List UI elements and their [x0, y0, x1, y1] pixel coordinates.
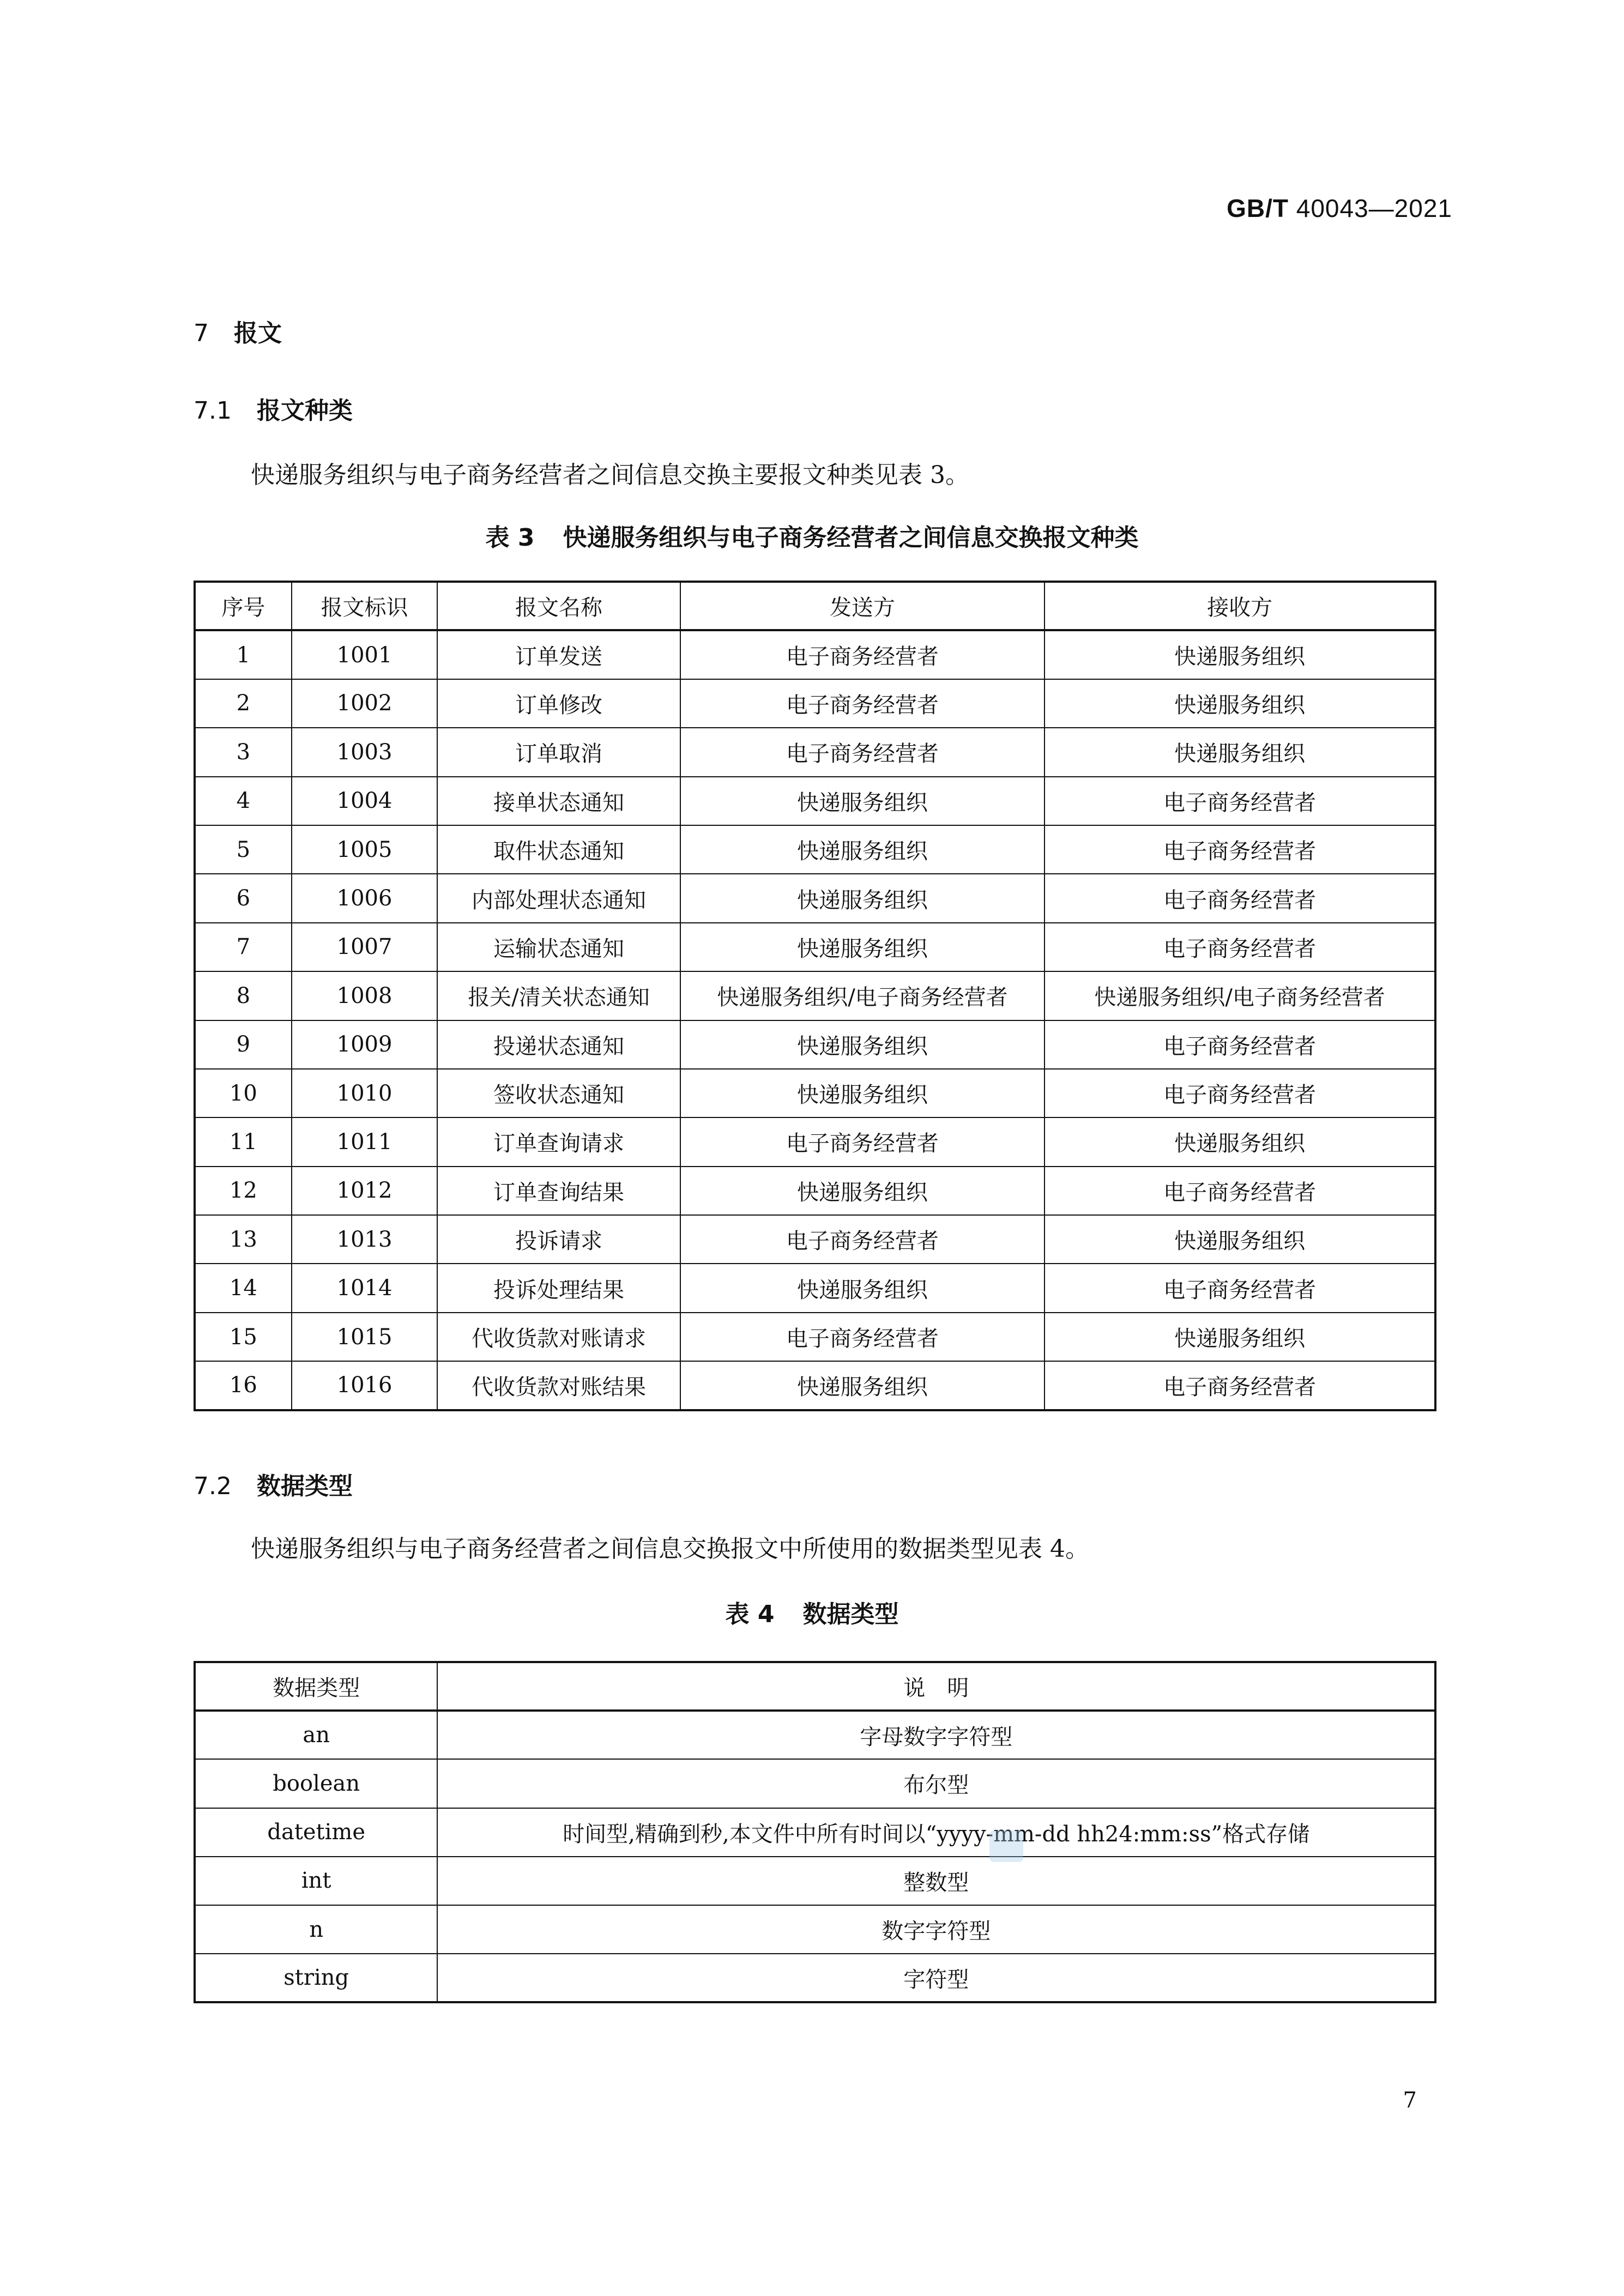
table-cell: 快递服务组织 [1045, 1117, 1435, 1166]
table-cell: 快递服务组织 [1045, 1313, 1435, 1361]
table-cell: 15 [195, 1313, 292, 1361]
column-header: 发送方 [680, 582, 1045, 630]
table-cell: 快递服务组织/电子商务经营者 [680, 971, 1045, 1020]
table-cell: 投诉处理结果 [437, 1264, 680, 1312]
table-cell: 6 [195, 874, 292, 922]
table-cell: 快递服务组织 [680, 1020, 1045, 1069]
table-cell: 电子商务经营者 [1045, 1361, 1435, 1410]
table-cell: 电子商务经营者 [1045, 1167, 1435, 1215]
column-header: 接收方 [1045, 582, 1435, 630]
table-cell: 取件状态通知 [437, 825, 680, 874]
table-cell: 1016 [292, 1361, 438, 1410]
table-cell: 接单状态通知 [437, 777, 680, 825]
watermark-logo [989, 1830, 1023, 1862]
standard-prefix: GB/T [1227, 194, 1289, 222]
table-cell: 电子商务经营者 [680, 679, 1045, 728]
table-row [195, 923, 1435, 971]
table-cell: 订单发送 [437, 630, 680, 679]
table-3-caption [0, 518, 1624, 553]
table-cell: 电子商务经营者 [680, 1117, 1045, 1166]
table-cell: 1004 [292, 777, 438, 825]
table-cell: 快递服务组织 [680, 1167, 1045, 1215]
table-cell: 1012 [292, 1167, 438, 1215]
table-row [195, 777, 1435, 825]
table-cell: 内部处理状态通知 [437, 874, 680, 922]
table-cell: 投诉请求 [437, 1215, 680, 1264]
table-cell: 1003 [292, 728, 438, 776]
table-4-caption [0, 1594, 1624, 1629]
table-cell: 代收货款对账结果 [437, 1361, 680, 1410]
table-cell: 电子商务经营者 [680, 630, 1045, 679]
table-row [195, 1905, 1435, 1954]
table-cell: 9 [195, 1020, 292, 1069]
table-cell: 13 [195, 1215, 292, 1264]
table-row [195, 1117, 1435, 1166]
section-title: 报文种类 [256, 397, 353, 425]
table-cell: 14 [195, 1264, 292, 1312]
table-cell: 订单修改 [437, 679, 680, 728]
table-cell: 时间型,精确到秒,本文件中所有时间以“yyyy-mm-dd hh24:mm:ss”格式存储 [437, 1808, 1435, 1857]
table-cell: 电子商务经营者 [1045, 1069, 1435, 1117]
table-cell: 1011 [292, 1117, 438, 1166]
table-row [195, 630, 1435, 679]
column-header: 报文名称 [437, 582, 680, 630]
table-cell: 1005 [292, 825, 438, 874]
table-row [195, 1361, 1435, 1410]
table-cell: 1006 [292, 874, 438, 922]
message-types-table [194, 581, 1436, 1411]
caption-title: 快递服务组织与电子商务经营者之间信息交换报文种类 [563, 524, 1139, 552]
table-cell: 快递服务组织 [1045, 1215, 1435, 1264]
table-row [195, 1264, 1435, 1312]
table-cell: 1013 [292, 1215, 438, 1264]
table-cell: 快递服务组织 [680, 777, 1045, 825]
table-cell: 快递服务组织 [680, 825, 1045, 874]
table-cell: 1015 [292, 1313, 438, 1361]
table-cell: 12 [195, 1167, 292, 1215]
table-cell: 快递服务组织 [680, 1361, 1045, 1410]
table-header-row [195, 1662, 1435, 1711]
column-header: 报文标识 [292, 582, 438, 630]
standard-code [1227, 194, 1452, 223]
table-row [195, 825, 1435, 874]
table-cell: 2 [195, 679, 292, 728]
table-cell: 11 [195, 1117, 292, 1166]
section-7-2-heading [194, 1466, 353, 1501]
section-7-1-heading [194, 391, 353, 426]
table-cell: 8 [195, 971, 292, 1020]
table-cell: 字母数字字符型 [437, 1711, 1435, 1759]
table-cell: 1009 [292, 1020, 438, 1069]
table-cell: 电子商务经营者 [1045, 923, 1435, 971]
table-cell: 订单取消 [437, 728, 680, 776]
caption-number: 表 4 [725, 1600, 775, 1628]
table-cell: 报关/清关状态通知 [437, 971, 680, 1020]
table-cell: 快递服务组织 [680, 923, 1045, 971]
table-row [195, 1954, 1435, 2002]
table-row [195, 728, 1435, 776]
table-cell: 1 [195, 630, 292, 679]
table-row [195, 1808, 1435, 1857]
table-cell: 快递服务组织 [680, 874, 1045, 922]
table-row [195, 971, 1435, 1020]
table-cell: n [195, 1905, 437, 1954]
table-cell: 快递服务组织 [680, 1264, 1045, 1312]
section-7-1-paragraph: 快递服务组织与电子商务经营者之间信息交换主要报文种类见表 3。 [251, 461, 969, 489]
table-cell: 电子商务经营者 [1045, 1020, 1435, 1069]
table-cell: 电子商务经营者 [1045, 874, 1435, 922]
table-row [195, 1711, 1435, 1759]
table-cell: 布尔型 [437, 1759, 1435, 1808]
table-row [195, 1313, 1435, 1361]
table-cell: 5 [195, 825, 292, 874]
table-cell: 16 [195, 1361, 292, 1410]
section-7-heading [194, 313, 282, 348]
table-cell: 运输状态通知 [437, 923, 680, 971]
table-cell: 订单查询结果 [437, 1167, 680, 1215]
section-number: 7 [194, 319, 209, 347]
table-cell: 快递服务组织/电子商务经营者 [1045, 971, 1435, 1020]
table-row [195, 1857, 1435, 1905]
table-row [195, 1020, 1435, 1069]
table-cell: 1001 [292, 630, 438, 679]
table-cell: datetime [195, 1808, 437, 1857]
table-cell: 快递服务组织 [1045, 728, 1435, 776]
table-cell: 7 [195, 923, 292, 971]
table-cell: string [195, 1954, 437, 2002]
caption-number: 表 3 [485, 524, 535, 552]
column-header: 说 明 [437, 1662, 1435, 1711]
table-cell: 快递服务组织 [1045, 630, 1435, 679]
table-cell: 数字字符型 [437, 1905, 1435, 1954]
page-number: 7 [1403, 2088, 1417, 2113]
table-cell: 投递状态通知 [437, 1020, 680, 1069]
table-cell: 1010 [292, 1069, 438, 1117]
table-row [195, 874, 1435, 922]
table-cell: 订单查询请求 [437, 1117, 680, 1166]
column-header: 数据类型 [195, 1662, 437, 1711]
table-cell: 快递服务组织 [680, 1069, 1045, 1117]
table-cell: 1007 [292, 923, 438, 971]
table-row [195, 1167, 1435, 1215]
table-cell: 1014 [292, 1264, 438, 1312]
table-row [195, 679, 1435, 728]
table-cell: 电子商务经营者 [1045, 825, 1435, 874]
table-row [195, 1215, 1435, 1264]
section-7-2-paragraph: 快递服务组织与电子商务经营者之间信息交换报文中所使用的数据类型见表 4。 [251, 1535, 1089, 1563]
table-cell: 电子商务经营者 [680, 728, 1045, 776]
table-cell: 电子商务经营者 [1045, 777, 1435, 825]
table-cell: int [195, 1857, 437, 1905]
table-cell: 字符型 [437, 1954, 1435, 2002]
table-cell: 电子商务经营者 [1045, 1264, 1435, 1312]
section-number: 7.1 [194, 397, 232, 425]
section-title: 报文 [234, 319, 282, 347]
table-row [195, 1759, 1435, 1808]
table-cell: 快递服务组织 [1045, 679, 1435, 728]
data-types-table [194, 1661, 1436, 2003]
section-number: 7.2 [194, 1472, 232, 1500]
table-cell: 1008 [292, 971, 438, 1020]
table-cell: 1002 [292, 679, 438, 728]
table-cell: 签收状态通知 [437, 1069, 680, 1117]
standard-number: 40043—2021 [1296, 194, 1452, 222]
section-title: 数据类型 [256, 1472, 353, 1500]
table-cell: 10 [195, 1069, 292, 1117]
table-row [195, 1069, 1435, 1117]
caption-title: 数据类型 [802, 1600, 899, 1628]
column-header: 序号 [195, 582, 292, 630]
table-cell: 代收货款对账请求 [437, 1313, 680, 1361]
table-cell: boolean [195, 1759, 437, 1808]
table-cell: an [195, 1711, 437, 1759]
table-header-row [195, 582, 1435, 630]
table-cell: 3 [195, 728, 292, 776]
table-cell: 电子商务经营者 [680, 1215, 1045, 1264]
table-cell: 电子商务经营者 [680, 1313, 1045, 1361]
table-cell: 整数型 [437, 1857, 1435, 1905]
table-cell: 4 [195, 777, 292, 825]
